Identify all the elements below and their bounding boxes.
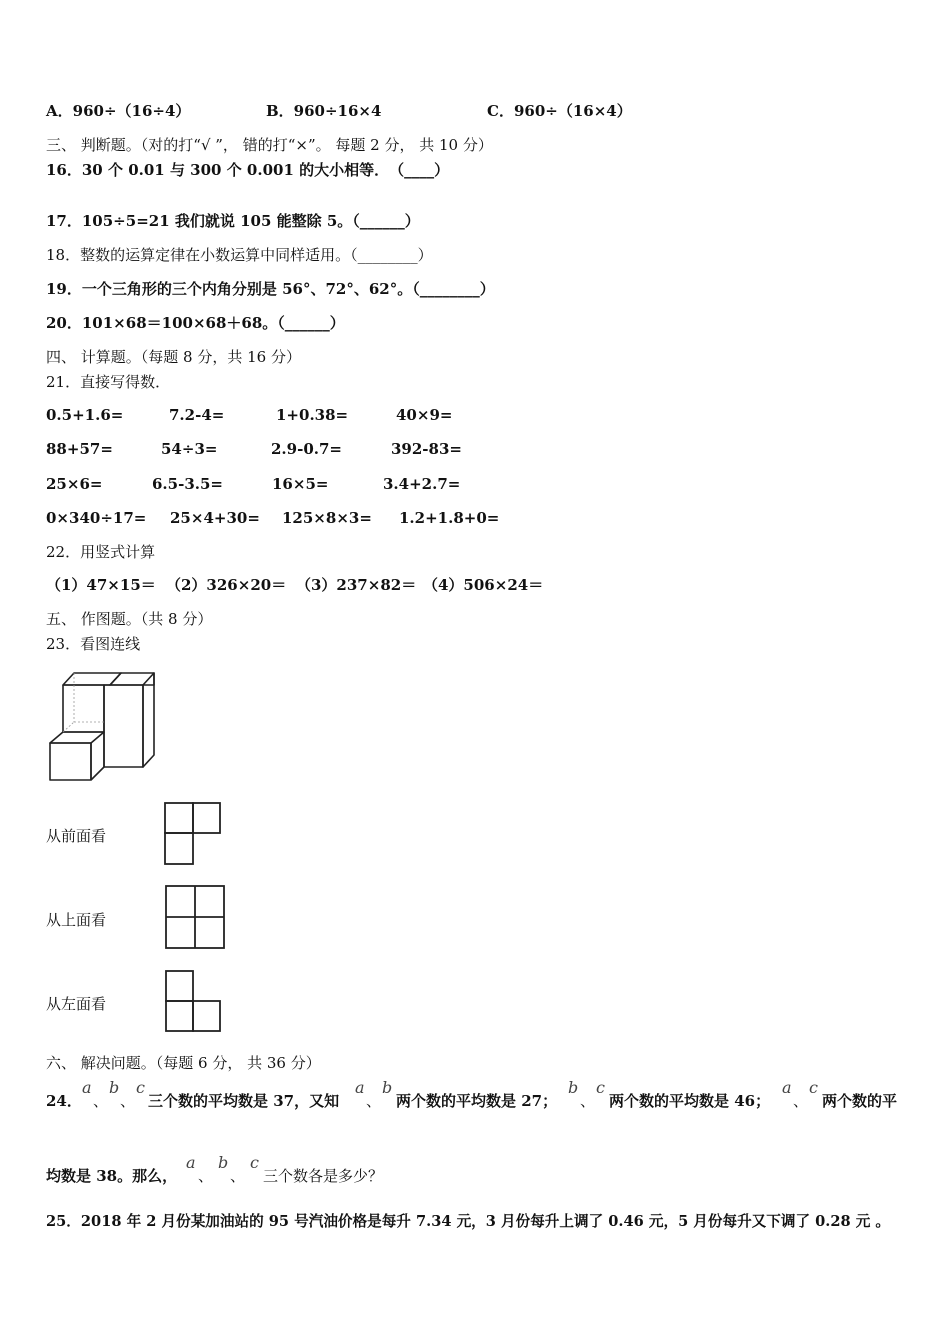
calc-item: 88+57= — [46, 440, 113, 458]
calc-item: 125×8×3= — [282, 509, 372, 527]
vertical-calc-item: （4）506×24＝ — [423, 576, 544, 594]
front-view-shape — [163, 800, 223, 866]
calc-item: 2.9-0.7= — [271, 440, 342, 458]
question-18: 18．整数的运算定律在小数运算中同样适用。（________） — [46, 246, 433, 264]
question-24-text: 两个数的平均数是 46； — [609, 1092, 771, 1110]
calc-item: 6.5-3.5= — [152, 475, 223, 493]
section-6-title: 六、 解决问题。（每题 6 分， 共 36 分） — [46, 1054, 321, 1072]
section-5-title: 五、 作图题。（共 8 分） — [46, 610, 213, 628]
variable-b: b — [218, 1153, 229, 1172]
separator: 、 — [93, 1092, 109, 1110]
front-view-label: 从前面看 — [46, 827, 107, 845]
question-24-number: 24． — [46, 1092, 82, 1110]
separator: 、 — [366, 1092, 382, 1110]
variable-b: b — [109, 1078, 120, 1097]
separator: 、 — [230, 1167, 246, 1185]
left-view-label: 从左面看 — [46, 995, 107, 1013]
question-24-text: 两个数的平均数是 27； — [396, 1092, 558, 1110]
option-b: B．960÷16×4 — [266, 102, 382, 120]
vertical-calc-item: （2）326×20＝ — [166, 576, 287, 594]
variable-a: a — [782, 1078, 792, 1097]
section-4-title: 四、 计算题。（每题 8 分，共 16 分） — [46, 348, 301, 366]
variable-b: b — [568, 1078, 579, 1097]
question-23: 23．看图连线 — [46, 635, 141, 653]
top-view-shape — [164, 884, 226, 950]
vertical-calc-item: （3）237×82＝ — [296, 576, 417, 594]
separator: 、 — [198, 1167, 214, 1185]
left-view-shape — [163, 969, 223, 1033]
question-24-text: 两个数的平 — [822, 1092, 898, 1110]
calc-item: 0.5+1.6= — [46, 406, 124, 424]
question-24-text: 均数是 38。那么， — [46, 1167, 178, 1185]
calc-item: 1+0.38= — [276, 406, 349, 424]
variable-a: a — [186, 1153, 196, 1172]
question-19: 19．一个三角形的三个内角分别是 56°、72°、62°。（________） — [46, 280, 495, 298]
variable-c: c — [136, 1078, 145, 1097]
block-solid-figure — [46, 670, 161, 785]
variable-c: c — [596, 1078, 605, 1097]
variable-a: a — [82, 1078, 92, 1097]
calc-item: 7.2-4= — [169, 406, 225, 424]
calc-item: 54÷3= — [161, 440, 218, 458]
option-c: C．960÷（16×4） — [487, 102, 632, 120]
calc-item: 1.2+1.8+0= — [399, 509, 500, 527]
question-20: 20．101×68＝100×68＋68。（______） — [46, 314, 345, 332]
calc-item: 40×9= — [396, 406, 453, 424]
question-24-text: 三个数的平均数是 37，又知 — [148, 1092, 340, 1110]
calc-item: 25×4+30= — [170, 509, 260, 527]
option-a: A．960÷（16÷4） — [46, 102, 191, 120]
question-25: 25．2018 年 2 月份某加油站的 95 号汽油价格是每升 7.34 元，3 月份每升上调了 0.46 元，5 月份每升又下调了 0.28 元 。 — [46, 1213, 891, 1230]
section-3-title: 三、 判断题。（对的打“√ ”， 错的打“×”。 每题 2 分， 共 10 分） — [46, 136, 493, 154]
calc-item: 0×340÷17= — [46, 509, 147, 527]
variable-c: c — [809, 1078, 818, 1097]
calc-item: 392-83= — [391, 440, 462, 458]
variable-a: a — [355, 1078, 365, 1097]
separator: 、 — [793, 1092, 809, 1110]
vertical-calc-item: （1）47×15＝ — [46, 576, 156, 594]
calc-item: 25×6= — [46, 475, 103, 493]
question-22: 22．用竖式计算 — [46, 543, 156, 561]
question-17: 17．105÷5=21 我们就说 105 能整除 5。（______） — [46, 212, 420, 230]
calc-item: 3.4+2.7= — [383, 475, 461, 493]
variable-b: b — [382, 1078, 393, 1097]
calc-item: 16×5= — [272, 475, 329, 493]
question-24-text: 三个数各是多少？ — [263, 1167, 384, 1185]
question-16: 16．30 个 0.01 与 300 个 0.001 的大小相等． （____） — [46, 161, 450, 179]
separator: 、 — [580, 1092, 596, 1110]
top-view-label: 从上面看 — [46, 911, 107, 929]
separator: 、 — [120, 1092, 136, 1110]
question-21: 21．直接写得数． — [46, 373, 171, 391]
variable-c: c — [250, 1153, 259, 1172]
